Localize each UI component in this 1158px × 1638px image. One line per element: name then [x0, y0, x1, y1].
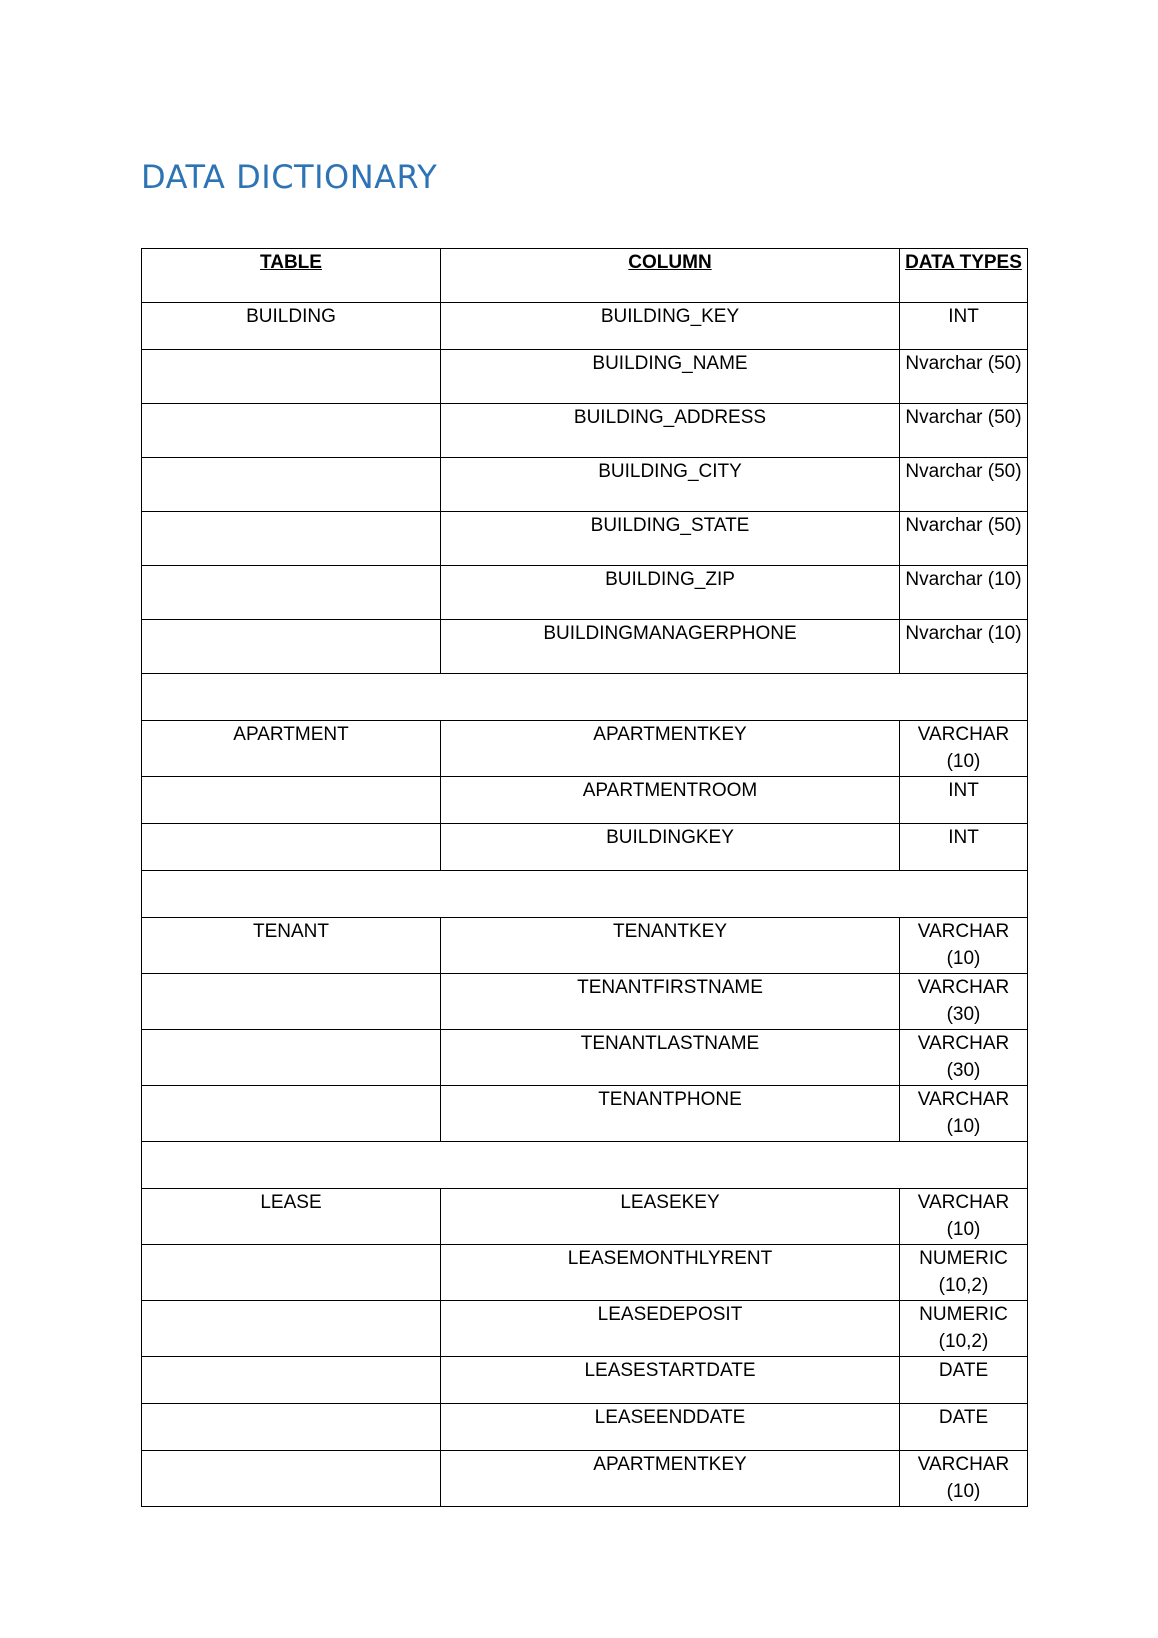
- header-table: TABLE: [142, 249, 441, 303]
- column-name-cell: LEASEENDDATE: [441, 1404, 900, 1451]
- data-type-cell: INT: [900, 303, 1028, 350]
- table-row: [142, 1189, 1028, 1245]
- data-type-cell: Nvarchar (10): [900, 620, 1028, 674]
- table-name-cell: [142, 1404, 441, 1451]
- table-row: [142, 1245, 1028, 1301]
- column-name-cell: LEASEKEY: [441, 1189, 900, 1245]
- table-row: [142, 458, 1028, 512]
- table-row: [142, 721, 1028, 777]
- data-type-cell: VARCHAR (10): [900, 918, 1028, 974]
- data-type-cell: NUMERIC (10,2): [900, 1301, 1028, 1357]
- table-name-cell: LEASE: [142, 1189, 441, 1245]
- table-row: [142, 303, 1028, 350]
- data-type-cell: VARCHAR (30): [900, 1030, 1028, 1086]
- table-name-cell: APARTMENT: [142, 721, 441, 777]
- data-type-cell: NUMERIC (10,2): [900, 1245, 1028, 1301]
- data-type-cell: Nvarchar (10): [900, 566, 1028, 620]
- column-name-cell: TENANTFIRSTNAME: [441, 974, 900, 1030]
- column-name-cell: BUILDING_KEY: [441, 303, 900, 350]
- data-type-cell: DATE: [900, 1357, 1028, 1404]
- table-row: [142, 1030, 1028, 1086]
- data-type-cell: Nvarchar (50): [900, 404, 1028, 458]
- column-name-cell: BUILDING_ZIP: [441, 566, 900, 620]
- table-row: [142, 566, 1028, 620]
- table-row: [142, 1404, 1028, 1451]
- table-name-cell: [142, 777, 441, 824]
- column-name-cell: BUILDING_CITY: [441, 458, 900, 512]
- separator-cell: [142, 674, 1028, 721]
- data-type-cell: DATE: [900, 1404, 1028, 1451]
- table-row: [142, 824, 1028, 871]
- column-name-cell: LEASESTARTDATE: [441, 1357, 900, 1404]
- header-column: COLUMN: [441, 249, 900, 303]
- data-type-cell: VARCHAR (30): [900, 974, 1028, 1030]
- page-title: DATA DICTIONARY: [141, 158, 438, 196]
- column-name-cell: APARTMENTROOM: [441, 777, 900, 824]
- table-row: [142, 974, 1028, 1030]
- table-name-cell: [142, 1357, 441, 1404]
- data-type-cell: Nvarchar (50): [900, 512, 1028, 566]
- column-name-cell: BUILDING_ADDRESS: [441, 404, 900, 458]
- separator-row: [142, 1142, 1028, 1189]
- table-row: [142, 512, 1028, 566]
- data-type-cell: INT: [900, 777, 1028, 824]
- column-name-cell: APARTMENTKEY: [441, 1451, 900, 1507]
- column-name-cell: BUILDING_STATE: [441, 512, 900, 566]
- table-name-cell: [142, 350, 441, 404]
- table-row: [142, 404, 1028, 458]
- table-row: [142, 1086, 1028, 1142]
- column-name-cell: TENANTKEY: [441, 918, 900, 974]
- table-row: [142, 620, 1028, 674]
- table-name-cell: [142, 566, 441, 620]
- header-row: [142, 249, 1028, 303]
- data-dictionary-table: [141, 248, 1028, 1507]
- table-name-cell: [142, 512, 441, 566]
- data-type-cell: Nvarchar (50): [900, 350, 1028, 404]
- column-name-cell: LEASEDEPOSIT: [441, 1301, 900, 1357]
- table-name-cell: [142, 1301, 441, 1357]
- column-name-cell: BUILDINGMANAGERPHONE: [441, 620, 900, 674]
- table-row: [142, 350, 1028, 404]
- separator-cell: [142, 1142, 1028, 1189]
- column-name-cell: BUILDING_NAME: [441, 350, 900, 404]
- separator-row: [142, 674, 1028, 721]
- table-name-cell: BUILDING: [142, 303, 441, 350]
- table-name-cell: [142, 974, 441, 1030]
- table-row: [142, 1357, 1028, 1404]
- column-name-cell: LEASEMONTHLYRENT: [441, 1245, 900, 1301]
- table-name-cell: TENANT: [142, 918, 441, 974]
- header-data-types: DATA TYPES: [900, 249, 1028, 303]
- table-row: [142, 918, 1028, 974]
- data-type-cell: VARCHAR (10): [900, 1189, 1028, 1245]
- column-name-cell: TENANTLASTNAME: [441, 1030, 900, 1086]
- data-type-cell: Nvarchar (50): [900, 458, 1028, 512]
- table-name-cell: [142, 458, 441, 512]
- table-name-cell: [142, 1451, 441, 1507]
- separator-row: [142, 871, 1028, 918]
- table-name-cell: [142, 1245, 441, 1301]
- column-name-cell: BUILDINGKEY: [441, 824, 900, 871]
- column-name-cell: TENANTPHONE: [441, 1086, 900, 1142]
- data-type-cell: INT: [900, 824, 1028, 871]
- column-name-cell: APARTMENTKEY: [441, 721, 900, 777]
- table-name-cell: [142, 620, 441, 674]
- table-name-cell: [142, 404, 441, 458]
- table-name-cell: [142, 1030, 441, 1086]
- table-row: [142, 1301, 1028, 1357]
- data-type-cell: VARCHAR (10): [900, 1451, 1028, 1507]
- table-name-cell: [142, 824, 441, 871]
- separator-cell: [142, 871, 1028, 918]
- table-row: [142, 777, 1028, 824]
- table-name-cell: [142, 1086, 441, 1142]
- data-type-cell: VARCHAR (10): [900, 721, 1028, 777]
- table-row: [142, 1451, 1028, 1507]
- data-type-cell: VARCHAR (10): [900, 1086, 1028, 1142]
